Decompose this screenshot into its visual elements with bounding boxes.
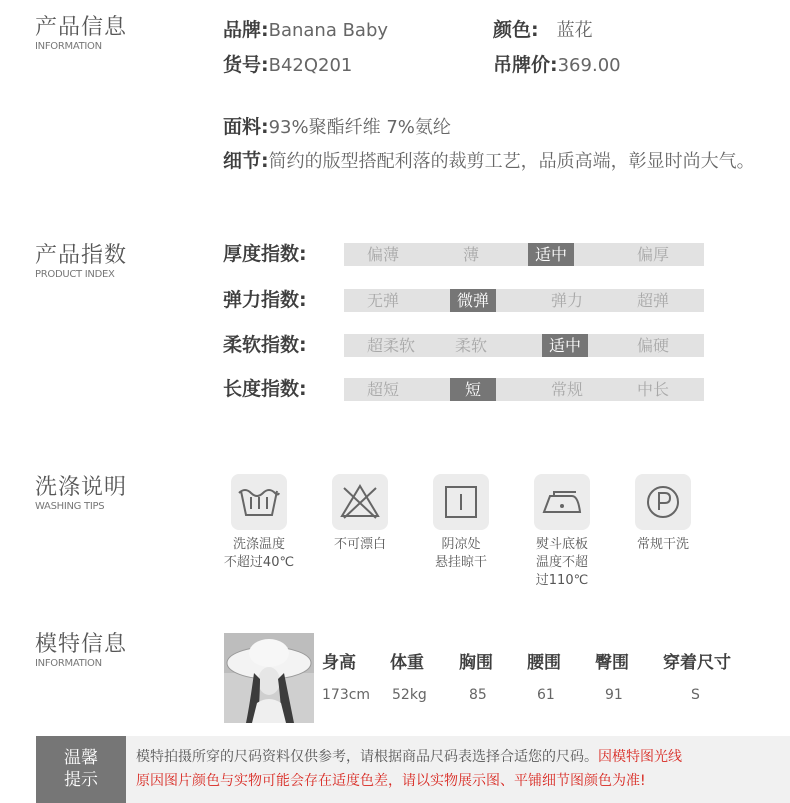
fabric-label: 面料: [223,116,269,138]
index-label: 柔软指数: [223,334,307,356]
index-bar [344,334,704,357]
model-header-weight: 体重 [390,653,424,673]
section-title-en: INFORMATION [35,658,102,669]
model-photo [224,633,314,723]
index-option: 柔软 [454,336,487,355]
wash-40-icon [237,483,281,521]
color-value: 蓝花 [556,20,593,41]
wash-text-line: 不超过40℃ [223,555,295,570]
model-header-size: 穿着尺寸 [663,653,731,673]
no-bleach-icon [338,482,382,522]
index-bar [344,289,704,312]
wash-item-dry [421,474,501,572]
sku-value: B42Q201 [268,55,353,76]
index-option: 中长 [636,380,669,399]
index-bar [344,243,704,266]
sku-label: 货号: [223,54,269,76]
wash-text-line: 温度不超 [535,555,588,570]
wash-text-line: 洗涤温度 [232,537,285,552]
tip-label-line: 温馨 [64,748,98,768]
wash-text-line: 阴凉处 [441,537,481,552]
section-title-cn: 产品信息 [35,15,128,40]
section-title-cn: 产品指数 [35,243,128,268]
index-option: 超柔软 [366,336,415,355]
tip-text-red: 因模特图光线 [598,749,682,765]
shade-dry-icon [441,482,481,522]
tip-label-line: 提示 [64,770,98,790]
model-header-waist: 腰围 [527,653,561,673]
tip-label [36,736,126,803]
wash-text-line: 过110℃ [535,573,589,588]
index-option: 超弹 [636,291,669,310]
color-field [493,18,593,43]
wash-text [320,536,400,554]
price-label: 吊牌价: [493,54,558,76]
section-title-info [35,15,127,53]
index-option: 薄 [462,245,479,264]
index-option: 偏硬 [636,336,669,355]
wash-text-line: 不可漂白 [333,537,386,552]
wash-icon-box [534,474,590,530]
section-title-en: PRODUCT INDEX [35,269,115,280]
model-header-height: 身高 [322,653,356,673]
tip-body [126,736,790,803]
index-option: 适中 [542,334,588,357]
price-field [493,53,621,78]
wash-item-temperature [219,474,299,572]
wash-text [623,536,703,554]
model-header-hip: 臀围 [595,653,629,673]
model-value-hip: 91 [605,687,623,703]
wash-icon-box [231,474,287,530]
brand-label: 品牌: [223,19,269,41]
index-label: 长度指数: [223,378,307,400]
iron-icon [540,484,584,520]
index-option: 无弹 [366,291,399,310]
section-title-cn: 洗涤说明 [35,475,128,500]
model-value-height: 173cm [322,687,371,703]
wash-icon-box [332,474,388,530]
section-title-wash [35,475,127,513]
price-value: 369.00 [557,55,621,76]
model-header-bust: 胸围 [459,653,493,673]
wash-text [522,536,602,590]
section-title-en: INFORMATION [35,41,102,52]
index-bar [344,378,704,401]
dry-clean-icon [643,482,683,522]
section-title-en: WASHING TIPS [35,501,105,512]
section-title-model [35,632,127,670]
index-option: 短 [450,378,496,401]
model-value-bust: 85 [469,687,487,703]
model-value-waist: 61 [537,687,555,703]
tip-text: 模特拍摄所穿的尺码资料仅供参考，请根据商品尺码表选择合适您的尺码。 [136,749,598,765]
wash-text-line: 悬挂晾干 [434,555,487,570]
wash-icon-box [635,474,691,530]
sku-field [223,53,352,78]
index-option: 弹力 [550,291,583,310]
index-option: 超短 [366,380,399,399]
index-label: 厚度指数: [223,243,307,265]
detail-field [223,149,755,174]
index-option: 偏薄 [366,245,399,264]
detail-value: 简约的版型搭配利落的裁剪工艺，品质高端，彰显时尚大气。 [268,151,755,172]
wash-text-line: 熨斗底板 [535,537,588,552]
tip-line-2: 原因图片颜色与实物可能会存在适度色差，请以实物展示图、平铺细节图颜色为准! [136,773,646,789]
wash-item-bleach [320,474,400,554]
index-option: 适中 [528,243,574,266]
detail-label: 细节: [223,150,269,172]
wash-icon-box [433,474,489,530]
index-label: 弹力指数: [223,289,307,311]
tip-line-1 [136,745,790,769]
wash-item-dryclean [623,474,703,554]
brand-field [223,18,388,43]
index-option: 微弹 [450,289,496,312]
model-value-size: S [691,687,700,703]
wash-text [421,536,501,572]
index-option: 偏厚 [636,245,669,264]
model-image [224,633,314,723]
fabric-value: 93%聚酯纤维 7%氨纶 [268,117,451,138]
section-title-index [35,243,127,281]
fabric-field [223,115,451,140]
color-label: 颜色: [493,19,539,41]
model-value-weight: 52kg [392,687,427,703]
brand-value: Banana Baby [268,20,389,41]
index-option: 常规 [550,380,583,399]
wash-item-iron [522,474,602,590]
wash-text-line: 常规干洗 [636,537,689,552]
section-title-cn: 模特信息 [35,632,128,657]
wash-text [219,536,299,572]
